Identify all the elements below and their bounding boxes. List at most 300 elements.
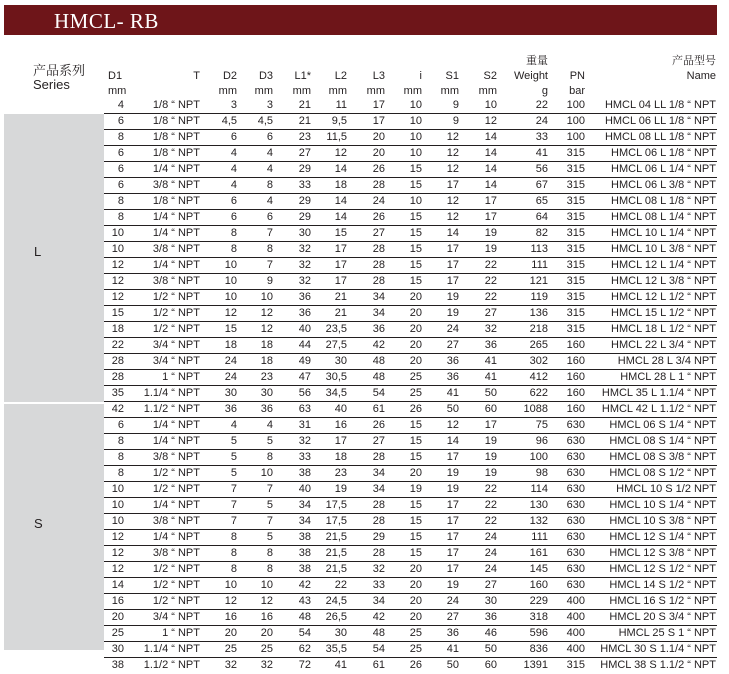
cell-d3: 4,5 [257,115,273,127]
cell-d3: 6 [266,211,273,223]
cell-d3: 7 [266,515,273,527]
cell-d2: 7 [230,515,237,527]
cell-weight: 119 [530,291,548,303]
cell-l2: 23,5 [325,323,347,335]
cell-s1: 19 [446,291,459,303]
cell-s1: 9 [452,99,459,111]
cell-s2: 19 [484,467,497,479]
cell-t: 1/2 “ NPT [152,323,200,335]
cell-name: HMCL 42 L 1.1/2 “ NPT [601,403,716,415]
header-s1: S1 [445,70,459,82]
cell-d3: 20 [260,627,273,639]
cell-l3: 28 [372,259,385,271]
cell-s2: 22 [484,483,497,495]
cell-d2: 10 [224,579,237,591]
cell-l1: 38 [298,563,311,575]
cell-s2: 27 [484,307,497,319]
cell-weight: 22 [535,99,548,111]
cell-name: HMCL 08 L 1/4 “ NPT [611,211,716,223]
cell-i: 20 [409,323,422,335]
cell-name: HMCL 12 S 1/2 “ NPT [609,563,716,575]
cell-pn: 400 [566,643,585,655]
cell-i: 20 [409,467,422,479]
cell-d2: 30 [224,387,237,399]
cell-l2: 22 [334,579,347,591]
cell-s2: 50 [484,643,497,655]
cell-pn: 100 [566,115,585,127]
cell-s2: 17 [484,419,497,431]
table-row [104,514,717,530]
cell-pn: 315 [566,659,585,671]
cell-name: HMCL 35 L 1.1/4 “ NPT [601,387,716,399]
cell-l1: 72 [298,659,311,671]
cell-l3: 24 [372,195,385,207]
cell-i: 10 [409,147,422,159]
cell-s2: 19 [484,243,497,255]
cell-s2: 24 [484,531,497,543]
header-l2-unit: mm [328,85,347,97]
cell-t: 1/2 “ NPT [152,563,200,575]
cell-i: 15 [409,259,422,271]
cell-d1: 18 [111,323,124,335]
cell-l2: 26,5 [325,611,347,623]
cell-s1: 17 [446,547,459,559]
cell-d3: 8 [266,563,273,575]
cell-l2: 14 [334,195,347,207]
cell-s1: 14 [446,227,459,239]
cell-pn: 315 [566,227,585,239]
cell-d3: 4 [266,163,273,175]
cell-s1: 17 [446,243,459,255]
cell-l3: 28 [372,499,385,511]
cell-d3: 10 [260,579,273,591]
cell-s2: 50 [484,387,497,399]
cell-weight: 132 [529,515,548,527]
cell-name: HMCL 08 S 1/4 “ NPT [609,435,716,447]
cell-t: 3/4 “ NPT [152,611,200,623]
cell-l2: 12 [334,147,347,159]
cell-i: 15 [409,419,422,431]
cell-l1: 29 [298,163,311,175]
cell-i: 15 [409,531,422,543]
cell-d2: 20 [224,627,237,639]
cell-d2: 8 [230,547,237,559]
cell-s2: 22 [484,259,497,271]
cell-s2: 41 [484,355,497,367]
cell-i: 15 [409,515,422,527]
cell-i: 25 [409,387,422,399]
cell-l1: 36 [298,291,311,303]
cell-name: HMCL 06 L 1/8 “ NPT [611,147,716,159]
cell-s2: 24 [484,547,497,559]
cell-s2: 22 [484,275,497,287]
cell-l2: 21,5 [325,547,347,559]
header-s1-unit: mm [440,85,459,97]
cell-l3: 34 [372,467,385,479]
cell-t: 1/4 “ NPT [152,227,200,239]
cell-d2: 8 [230,243,237,255]
cell-i: 10 [409,195,422,207]
cell-d2: 6 [230,131,237,143]
cell-l1: 29 [298,211,311,223]
cell-l2: 41 [334,659,347,671]
table-row [104,658,717,674]
cell-l3: 36 [372,323,385,335]
cell-s1: 19 [446,467,459,479]
cell-l2: 9,5 [331,115,347,127]
cell-s2: 60 [484,403,497,415]
cell-s1: 41 [446,387,459,399]
cell-d3: 32 [260,659,273,671]
cell-t: 1/2 “ NPT [152,579,200,591]
cell-t: 1/8 “ NPT [152,115,200,127]
cell-d3: 12 [260,595,273,607]
cell-l3: 26 [372,419,385,431]
cell-d2: 4 [230,179,237,191]
cell-name: HMCL 10 S 1/4 “ NPT [609,499,716,511]
header-s2-unit: mm [478,85,497,97]
cell-d2: 5 [230,467,237,479]
cell-l1: 42 [298,579,311,591]
cell-t: 1/8 “ NPT [152,147,200,159]
cell-d2: 7 [230,499,237,511]
table-row [104,194,717,210]
cell-s1: 36 [446,371,459,383]
cell-t: 3/8 “ NPT [152,547,200,559]
header-weight-zh: 重量 [526,55,548,67]
cell-l3: 28 [372,547,385,559]
header-l3-unit: mm [366,85,385,97]
cell-l3: 28 [372,275,385,287]
cell-l3: 29 [372,531,385,543]
series-label-s: S [34,516,43,531]
series-block-l [4,114,104,402]
cell-d1: 12 [111,547,124,559]
cell-t: 1/4 “ NPT [152,163,200,175]
cell-d1: 16 [111,595,124,607]
cell-l3: 34 [372,595,385,607]
table-row [104,530,717,546]
cell-t: 1.1/2 “ NPT [143,659,200,671]
cell-l1: 32 [298,435,311,447]
cell-d1: 6 [117,163,124,175]
table-row [104,258,717,274]
cell-d1: 20 [111,611,124,623]
cell-pn: 630 [566,419,585,431]
table-row [104,290,717,306]
cell-l3: 26 [372,211,385,223]
cell-l1: 63 [298,403,311,415]
cell-l2: 17,5 [325,515,347,527]
cell-d1: 12 [111,291,124,303]
cell-pn: 315 [566,323,585,335]
table-row [104,562,717,578]
cell-s2: 30 [484,595,497,607]
cell-t: 1/4 “ NPT [152,531,200,543]
cell-d1: 15 [111,307,124,319]
cell-l2: 17 [334,243,347,255]
cell-pn: 630 [566,435,585,447]
table-row [104,242,717,258]
cell-pn: 160 [566,339,585,351]
cell-name: HMCL 28 L 3/4 NPT [617,355,716,367]
cell-s2: 14 [484,131,497,143]
cell-l3: 48 [372,627,385,639]
cell-l2: 15 [334,227,347,239]
cell-d2: 25 [224,643,237,655]
cell-weight: 130 [529,499,548,511]
cell-weight: 160 [529,579,548,591]
cell-l1: 33 [298,179,311,191]
cell-weight: 67 [535,179,548,191]
cell-d3: 3 [266,99,273,111]
cell-d3: 5 [266,499,273,511]
cell-s1: 12 [446,147,459,159]
cell-weight: 75 [535,419,548,431]
cell-s1: 17 [446,499,459,511]
cell-t: 3/8 “ NPT [152,451,200,463]
cell-l2: 40 [334,403,347,415]
cell-name: HMCL 28 L 1 “ NPT [620,371,716,383]
cell-i: 15 [409,211,422,223]
cell-d3: 12 [260,307,273,319]
cell-s2: 14 [484,179,497,191]
cell-l3: 54 [372,387,385,399]
cell-d1: 4 [117,99,124,111]
cell-d3: 4 [266,419,273,431]
cell-weight: 1391 [523,659,548,671]
cell-pn: 100 [566,99,585,111]
series-block-s [4,404,104,650]
cell-l3: 17 [372,115,385,127]
table-row [104,594,717,610]
cell-name: HMCL 18 L 1/2 “ NPT [611,323,716,335]
cell-weight: 65 [535,195,548,207]
cell-d2: 5 [230,451,237,463]
table-row [104,98,717,114]
cell-d1: 6 [117,419,124,431]
cell-s1: 24 [446,595,459,607]
table-row [104,642,717,658]
cell-name: HMCL 12 S 3/8 “ NPT [609,547,716,559]
cell-weight: 56 [535,163,548,175]
cell-d3: 6 [266,131,273,143]
cell-d1: 12 [111,275,124,287]
cell-pn: 315 [566,211,585,223]
header-l1: L1* [294,70,311,82]
cell-l3: 42 [372,611,385,623]
cell-l1: 36 [298,307,311,319]
table-row [104,210,717,226]
cell-d1: 12 [111,259,124,271]
cell-d2: 8 [230,227,237,239]
cell-s2: 19 [484,435,497,447]
cell-d3: 7 [266,483,273,495]
cell-t: 1/4 “ NPT [152,419,200,431]
cell-weight: 100 [529,451,548,463]
cell-l3: 20 [372,147,385,159]
cell-i: 15 [409,451,422,463]
cell-l2: 17 [334,275,347,287]
cell-name: HMCL 06 S 1/4 “ NPT [609,419,716,431]
cell-weight: 229 [529,595,548,607]
cell-l3: 42 [372,339,385,351]
cell-l3: 32 [372,563,385,575]
cell-s1: 12 [446,211,459,223]
cell-d3: 18 [260,339,273,351]
cell-d2: 24 [224,371,237,383]
cell-d3: 12 [260,323,273,335]
cell-weight: 96 [535,435,548,447]
cell-t: 1/8 “ NPT [152,99,200,111]
cell-d3: 23 [260,371,273,383]
cell-s1: 12 [446,163,459,175]
cell-pn: 630 [566,483,585,495]
cell-d1: 8 [117,211,124,223]
cell-name: HMCL 25 S 1 “ NPT [618,627,716,639]
cell-d3: 30 [260,387,273,399]
cell-pn: 400 [566,595,585,607]
table-row [104,226,717,242]
cell-l1: 30 [298,227,311,239]
cell-weight: 218 [529,323,548,335]
cell-l2: 30 [334,355,347,367]
cell-name: HMCL 30 S 1.1/4 “ NPT [600,643,716,655]
cell-name: HMCL 12 S 1/4 “ NPT [609,531,716,543]
cell-l3: 28 [372,451,385,463]
cell-d2: 8 [230,563,237,575]
cell-d2: 8 [230,531,237,543]
header-series-en: Series [33,77,70,92]
cell-s2: 24 [484,563,497,575]
header-l3: L3 [372,70,385,82]
cell-d2: 3 [230,99,237,111]
title-bar [4,5,717,35]
cell-l1: 21 [298,115,311,127]
table-row [104,178,717,194]
table-row [104,482,717,498]
cell-weight: 836 [529,643,548,655]
cell-pn: 160 [566,355,585,367]
cell-weight: 41 [535,147,548,159]
cell-i: 26 [409,659,422,671]
cell-l2: 24,5 [325,595,347,607]
cell-pn: 630 [566,579,585,591]
cell-s1: 41 [446,643,459,655]
cell-i: 15 [409,243,422,255]
header-name: Name [686,70,716,82]
cell-l1: 38 [298,531,311,543]
cell-weight: 622 [529,387,548,399]
table-row [104,146,717,162]
cell-name: HMCL 08 S 3/8 “ NPT [609,451,716,463]
header-l1-unit: mm [292,85,311,97]
cell-t: 1/2 “ NPT [152,291,200,303]
cell-l1: 27 [298,147,311,159]
cell-l2: 21,5 [325,563,347,575]
cell-pn: 630 [566,563,585,575]
cell-l2: 17 [334,259,347,271]
cell-l3: 34 [372,307,385,319]
cell-t: 1/2 “ NPT [152,467,200,479]
cell-d3: 18 [260,355,273,367]
cell-weight: 113 [530,243,548,255]
table-row [104,130,717,146]
cell-s2: 22 [484,515,497,527]
cell-l1: 48 [298,611,311,623]
cell-d3: 25 [260,643,273,655]
cell-l1: 34 [298,515,311,527]
cell-weight: 136 [529,307,548,319]
cell-name: HMCL 14 S 1/2 “ NPT [609,579,716,591]
cell-d3: 10 [260,291,273,303]
cell-s2: 36 [484,339,497,351]
cell-s1: 27 [446,339,459,351]
cell-d2: 4 [230,163,237,175]
cell-l2: 11,5 [326,131,347,143]
cell-l1: 44 [298,339,311,351]
cell-i: 25 [409,627,422,639]
cell-d1: 10 [111,515,124,527]
cell-l1: 38 [298,467,311,479]
cell-s2: 32 [484,323,497,335]
cell-name: HMCL 22 L 3/4 “ NPT [611,339,716,351]
cell-l3: 34 [372,291,385,303]
cell-l3: 34 [372,483,385,495]
cell-d3: 5 [266,435,273,447]
cell-s2: 27 [484,579,497,591]
cell-d2: 16 [224,611,237,623]
cell-pn: 315 [566,195,585,207]
cell-l3: 17 [372,99,385,111]
cell-d1: 22 [111,339,124,351]
cell-l2: 23 [334,467,347,479]
table-row [104,466,717,482]
table-row [104,498,717,514]
cell-s2: 41 [484,371,497,383]
cell-l2: 35,5 [325,643,347,655]
table-row [104,354,717,370]
cell-s1: 24 [446,323,459,335]
cell-d2: 6 [230,195,237,207]
cell-d1: 42 [111,403,124,415]
cell-pn: 630 [566,499,585,511]
cell-pn: 160 [566,387,585,399]
header-d1-unit: mm [108,85,127,97]
cell-weight: 82 [535,227,548,239]
cell-l1: 40 [298,483,311,495]
cell-d1: 6 [117,147,124,159]
cell-t: 3/4 “ NPT [152,355,200,367]
cell-d1: 12 [111,563,124,575]
cell-pn: 160 [566,371,585,383]
cell-i: 26 [409,403,422,415]
cell-d3: 7 [266,227,273,239]
cell-name: HMCL 20 S 3/4 “ NPT [609,611,716,623]
cell-weight: 318 [529,611,548,623]
cell-d3: 36 [260,403,273,415]
cell-weight: 121 [529,275,548,287]
cell-t: 1/8 “ NPT [152,131,200,143]
cell-weight: 64 [535,211,548,223]
table-row [104,578,717,594]
cell-l1: 40 [298,323,311,335]
table-row [104,546,717,562]
cell-s1: 36 [446,355,459,367]
cell-d1: 10 [111,227,124,239]
cell-d1: 8 [117,467,124,479]
cell-l1: 49 [298,355,311,367]
